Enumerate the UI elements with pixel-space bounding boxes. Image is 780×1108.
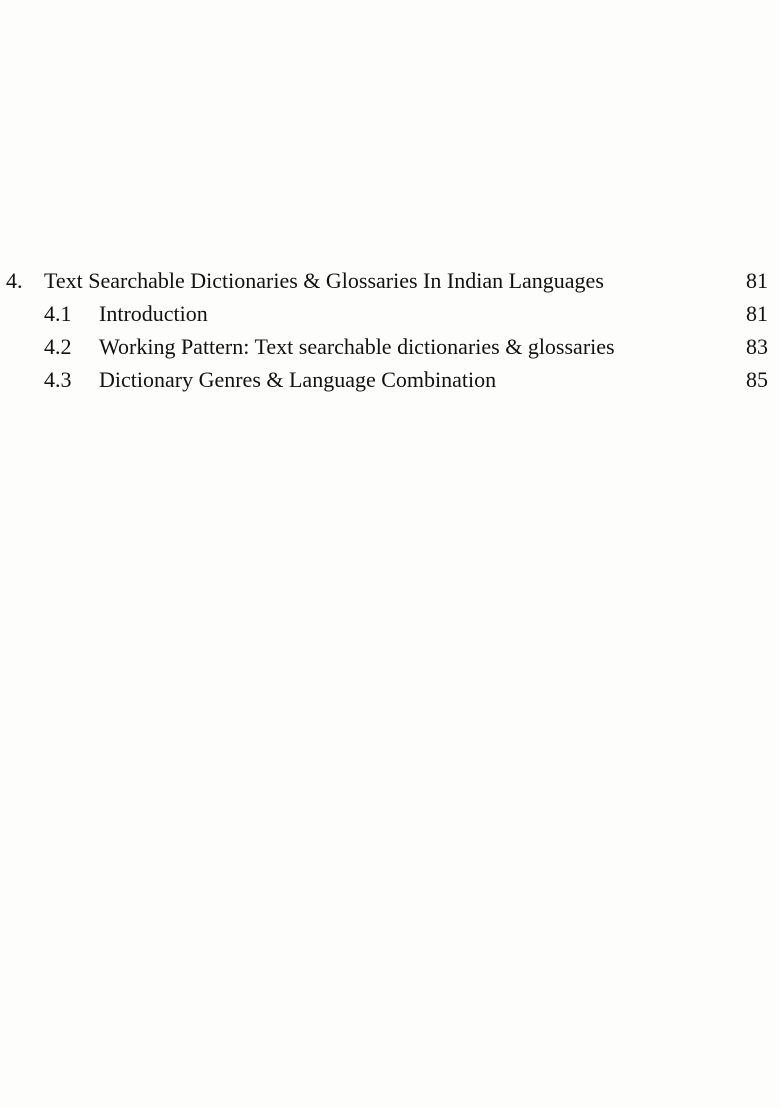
section-number: 4.3	[44, 367, 72, 392]
chapter-number: 4.	[6, 268, 23, 293]
chapter-page-number: 81	[746, 268, 768, 293]
section-number: 4.1	[44, 301, 72, 326]
section-page-number: 83	[746, 334, 768, 359]
toc-section-entry[interactable]	[0, 363, 780, 396]
toc-section-entry[interactable]	[0, 330, 780, 363]
section-page-number: 81	[746, 301, 768, 326]
toc-section-entry[interactable]	[0, 297, 780, 330]
chapter-title: Text Searchable Dictionaries & Glossaries In Indian Languages	[44, 268, 604, 293]
toc-chapter-entry[interactable]	[0, 264, 780, 297]
section-title: Introduction	[99, 301, 208, 326]
section-title: Dictionary Genres & Language Combination	[99, 367, 497, 392]
section-number: 4.2	[44, 334, 72, 359]
section-page-number: 85	[746, 367, 768, 392]
table-of-contents	[0, 264, 780, 396]
section-title: Working Pattern: Text searchable dictionaries & glossaries	[99, 334, 615, 359]
